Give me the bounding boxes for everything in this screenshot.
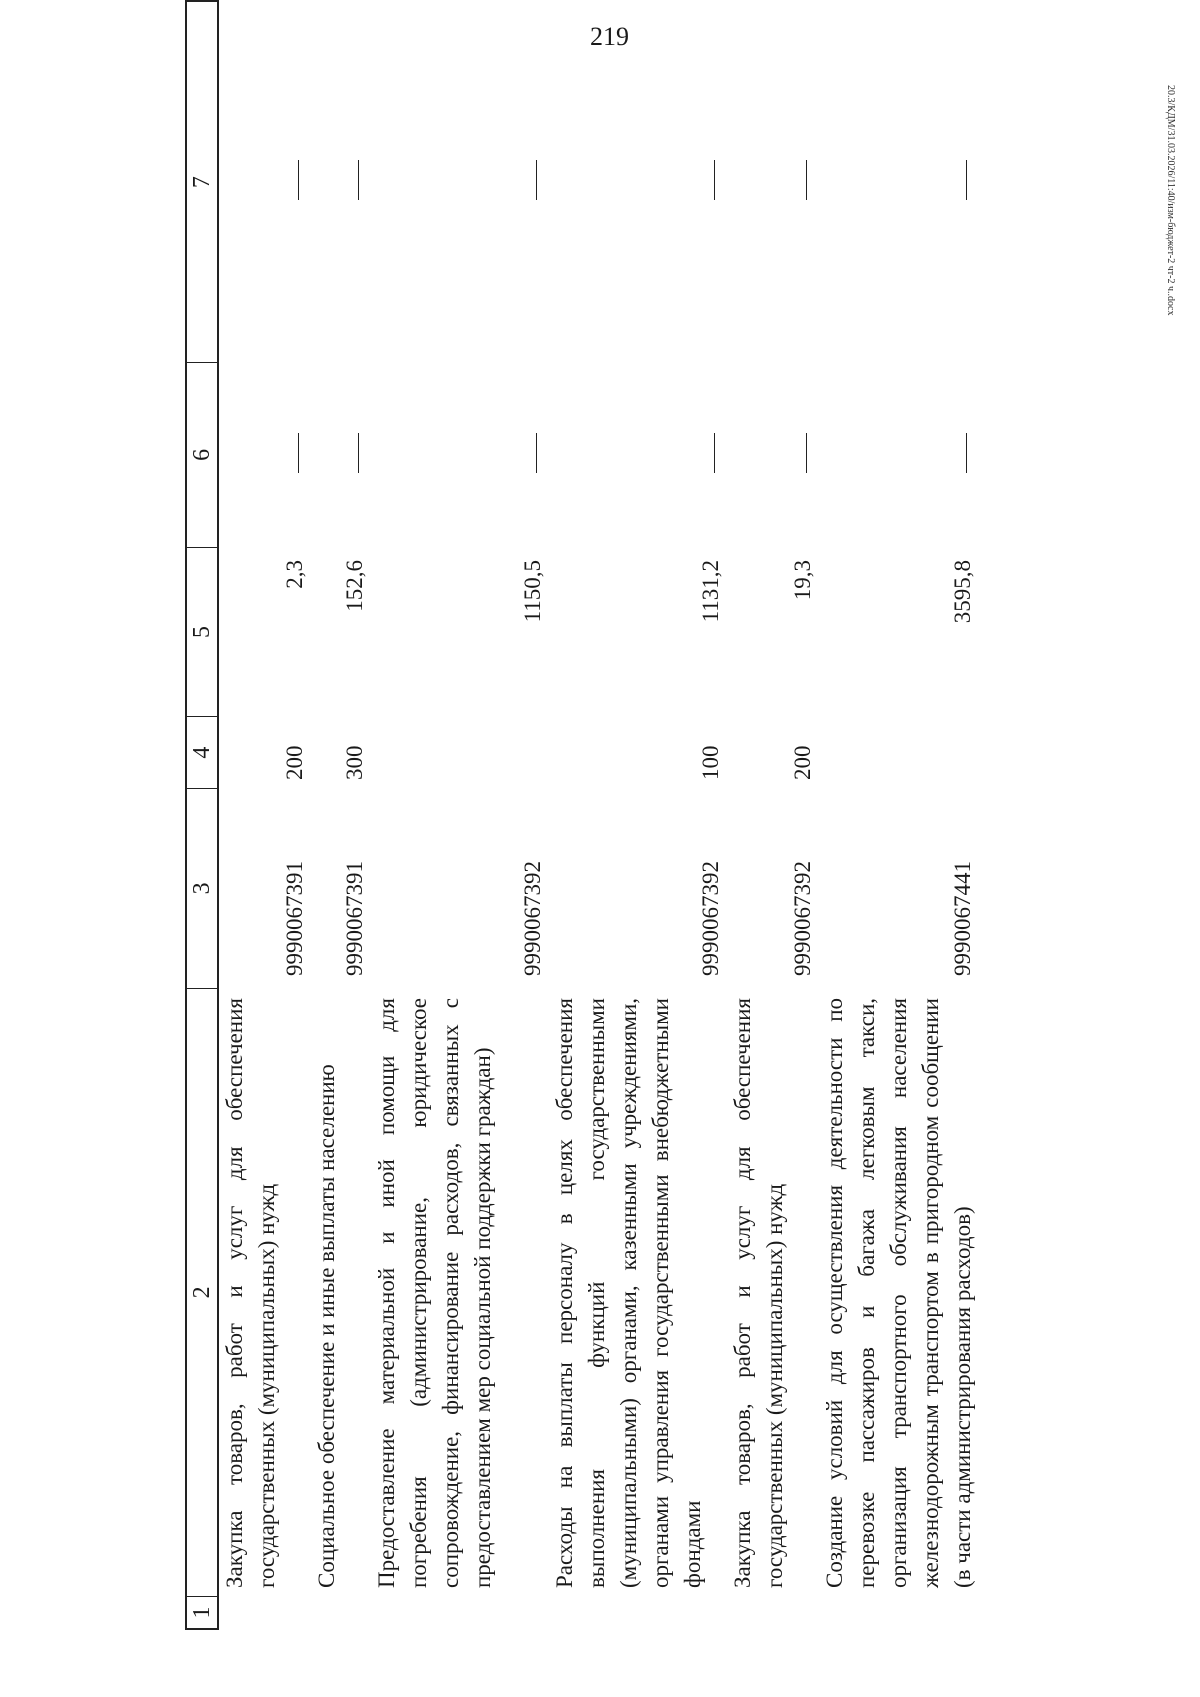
row-col-1 bbox=[549, 1598, 727, 1630]
row-col-7 bbox=[549, 0, 727, 361]
row-amount bbox=[219, 546, 311, 716]
row-code bbox=[371, 788, 549, 988]
page-number: 219 bbox=[590, 22, 629, 51]
header-col-7: 7 bbox=[189, 176, 215, 189]
row-name bbox=[549, 988, 727, 1598]
table-row bbox=[819, 0, 979, 1630]
row-code bbox=[549, 788, 727, 988]
dash-mark bbox=[806, 434, 807, 474]
row-col-7 bbox=[727, 0, 819, 361]
row-col-6 bbox=[819, 361, 979, 546]
row-col-7 bbox=[371, 0, 549, 361]
row-amount bbox=[549, 546, 727, 716]
row-col-7 bbox=[311, 0, 371, 361]
dash-mark bbox=[358, 434, 359, 474]
row-name bbox=[311, 988, 371, 1598]
row-amount-text: 2,3 bbox=[282, 560, 307, 589]
header-col-1: 1 bbox=[187, 1596, 217, 1628]
row-type-text: 300 bbox=[342, 745, 367, 780]
dash-mark bbox=[536, 434, 537, 474]
row-code-text: 9990067392 bbox=[790, 861, 815, 976]
dash-mark bbox=[298, 434, 299, 474]
header-col-5: 5 bbox=[187, 547, 217, 717]
header-col-6: 6 bbox=[187, 362, 217, 547]
table-body bbox=[219, 0, 979, 1630]
row-type-text: 200 bbox=[282, 745, 307, 780]
document-footer-code: 20.3/КДМ/31.03.2026/11:40/изм-бюджет-2 чт-2 ч..docx bbox=[1165, 85, 1176, 316]
table-row bbox=[371, 0, 549, 1630]
table-row bbox=[311, 0, 371, 1630]
row-name bbox=[219, 988, 311, 1598]
row-col-6 bbox=[371, 361, 549, 546]
dash-mark bbox=[714, 434, 715, 474]
row-code-text: 9990067392 bbox=[698, 861, 723, 976]
table-row bbox=[219, 0, 311, 1630]
row-amount bbox=[727, 546, 819, 716]
row-amount-text: 19,3 bbox=[790, 560, 815, 601]
dash-mark bbox=[358, 161, 359, 201]
row-code-text: 9990067391 bbox=[342, 861, 367, 976]
row-type-text: 200 bbox=[790, 745, 815, 780]
row-name-text: Предоставление материальной и иной помощи для погребения (администрирование, юридическое сопровождение, финансирование расходов, связанных с предоставлением мер социальной поддержки граждан) bbox=[374, 998, 495, 1588]
row-amount-text: 1150,5 bbox=[520, 560, 545, 623]
row-col-7 bbox=[219, 0, 311, 361]
row-col-7 bbox=[819, 0, 979, 361]
table-header-row bbox=[185, 0, 219, 1630]
row-name-text: Закупка товаров, работ и услуг для обеспечения государственных (муниципальных) нужд bbox=[222, 998, 279, 1588]
row-col-1 bbox=[727, 1598, 819, 1630]
row-code-text: 9990067392 bbox=[520, 861, 545, 976]
row-type bbox=[819, 716, 979, 788]
budget-table bbox=[185, 0, 1045, 1630]
dash-mark bbox=[806, 161, 807, 201]
dash-mark bbox=[714, 161, 715, 201]
row-col-6 bbox=[549, 361, 727, 546]
row-col-6 bbox=[727, 361, 819, 546]
row-code bbox=[727, 788, 819, 988]
dash-mark bbox=[966, 161, 967, 201]
row-amount bbox=[311, 546, 371, 716]
row-type bbox=[549, 716, 727, 788]
row-col-6 bbox=[311, 361, 371, 546]
row-amount-text: 152,6 bbox=[342, 560, 367, 612]
row-col-1 bbox=[311, 1598, 371, 1630]
dash-mark bbox=[536, 161, 537, 201]
table-row bbox=[549, 0, 727, 1630]
row-code bbox=[219, 788, 311, 988]
header-col-3: 3 bbox=[187, 788, 217, 988]
row-name-text: Закупка товаров, работ и услуг для обеспечения государственных (муниципальных) нужд bbox=[730, 998, 787, 1588]
header-col-2: 2 bbox=[187, 988, 217, 1597]
row-name-text: Создание условий для осуществления деятельности по перевозке пассажиров и багажа легковым такси, организация транспортного обслуживания населения железнодорожным транспортом в пригородном сообщении (в части администрирования расходов) bbox=[822, 998, 975, 1588]
dash-mark bbox=[298, 161, 299, 201]
row-code bbox=[311, 788, 371, 988]
table-row bbox=[727, 0, 819, 1630]
row-amount bbox=[819, 546, 979, 716]
row-col-1 bbox=[819, 1598, 979, 1630]
row-name bbox=[819, 988, 979, 1598]
row-type-text: 100 bbox=[698, 745, 723, 780]
row-name-text: Социальное обеспечение и иные выплаты населению bbox=[314, 1064, 339, 1588]
header-col-4: 4 bbox=[187, 716, 217, 788]
row-col-6 bbox=[219, 361, 311, 546]
row-name bbox=[371, 988, 549, 1598]
row-code-text: 9990067441 bbox=[950, 861, 975, 976]
row-name bbox=[727, 988, 819, 1598]
row-type bbox=[311, 716, 371, 788]
row-code bbox=[819, 788, 979, 988]
row-type bbox=[371, 716, 549, 788]
row-amount bbox=[371, 546, 549, 716]
row-name-text: Расходы на выплаты персоналу в целях обеспечения выполнения функций государственными (муниципальными) органами, казенными учреждениями, органами управления государственными внебюджетными фондами bbox=[552, 998, 705, 1588]
row-type bbox=[727, 716, 819, 788]
dash-mark bbox=[966, 434, 967, 474]
row-amount-text: 3595,8 bbox=[950, 560, 975, 624]
row-code-text: 9990067391 bbox=[282, 861, 307, 976]
row-type bbox=[219, 716, 311, 788]
row-col-1 bbox=[219, 1598, 311, 1630]
row-col-1 bbox=[371, 1598, 549, 1630]
row-amount-text: 1131,2 bbox=[698, 560, 723, 623]
